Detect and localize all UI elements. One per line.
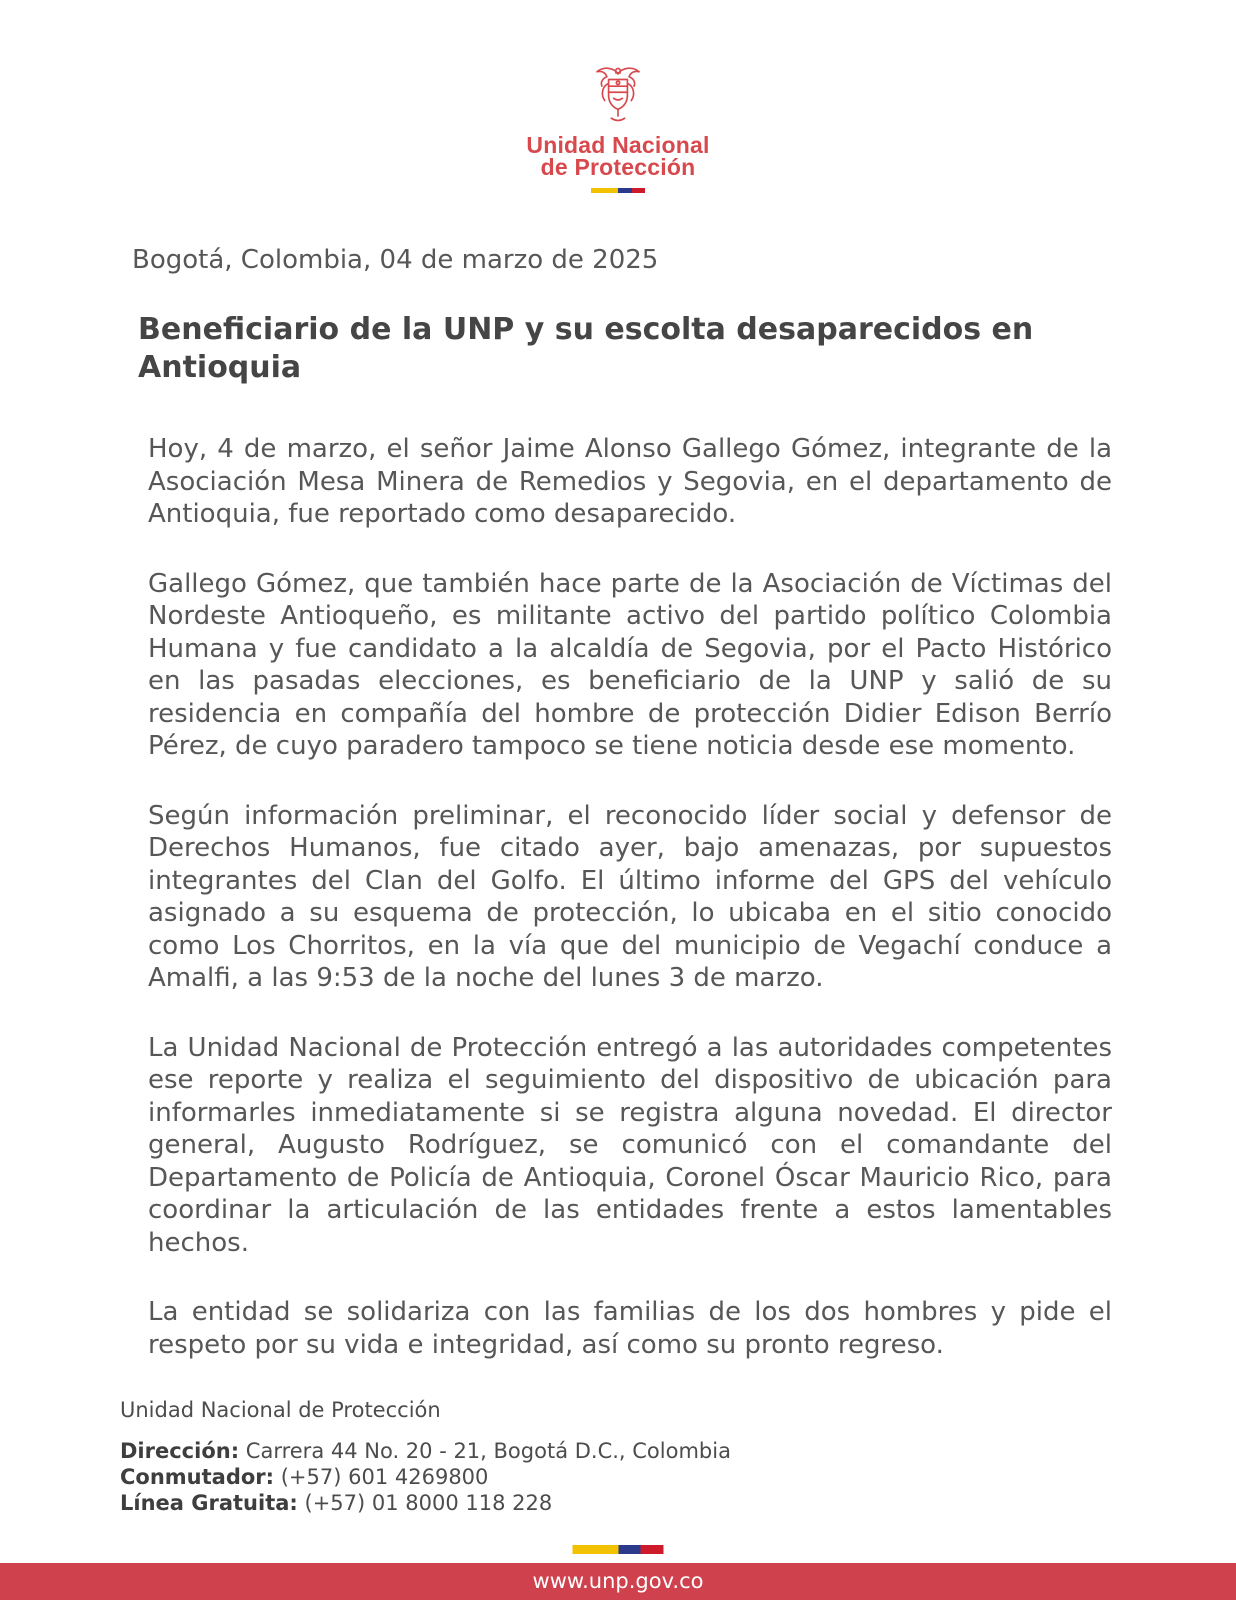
phone-value: (+57) 601 4269800: [280, 1465, 489, 1489]
address-value: Carrera 44 No. 20 - 21, Bogotá D.C., Colombia: [245, 1439, 731, 1463]
body-paragraph: La entidad se solidariza con las familias de los dos hombres y pide el respeto por su vida e integridad, así como su pronto regreso.: [148, 1297, 1112, 1360]
contact-phone-line: [120, 1464, 1236, 1490]
contact-tollfree-line: [120, 1490, 1236, 1516]
flag-red-segment: [632, 188, 646, 193]
body-paragraph: Según información preliminar, el reconocido líder social y defensor de Derechos Humanos, fue citado ayer, bajo amenazas, por supuestos integrantes del Clan del Golfo. El último informe del GPS del vehículo asignado a su esquema de protección, lo ubicaba en el sitio conocido como Los Chorritos, en la vía que del municipio de Vegachí conduce a Amalfi, a las 9:53 de la noche del lunes 3 de marzo.: [148, 800, 1112, 993]
headline: Beneficiario de la UNP y su escolta desaparecidos en Antioquia: [138, 312, 1034, 385]
logo-name-line1: Unidad Nacional: [526, 132, 710, 158]
address-label: Dirección:: [120, 1439, 240, 1463]
flag-yellow-segment: [573, 1545, 619, 1554]
unp-crest-icon: [590, 64, 646, 126]
flag-blue-segment: [618, 1545, 641, 1554]
body-paragraph: Gallego Gómez, que también hace parte de la Asociación de Víctimas del Nordeste Antioqueño, es militante activo del partido político Colombia Humana y fue candidato a la alcaldía de Segovia, por el Pacto Histórico en las pasadas elecciones, es beneficiario de la UNP y salió de su residencia en compañía del hombre de protección Didier Edison Berrío Pérez, de cuyo paradero tampoco se tiene noticia desde ese momento.: [148, 568, 1112, 761]
dateline: Bogotá, Colombia, 04 de marzo de 2025: [132, 245, 659, 275]
footer-org-name: Unidad Nacional de Protección: [120, 1398, 441, 1422]
tollfree-label: Línea Gratuita:: [120, 1491, 298, 1515]
body-paragraph: Hoy, 4 de marzo, el señor Jaime Alonso Gallego Gómez, integrante de la Asociación Mesa Minera de Remedios y Segovia, en el departamento de Antioquia, fue reportado como desaparecido.: [148, 434, 1112, 529]
flag-blue-segment: [618, 188, 632, 193]
logo-wordmark: [0, 134, 1236, 178]
website-link[interactable]: www.unp.gov.co: [532, 1569, 704, 1593]
logo-name-line2: de Protección: [540, 154, 696, 180]
contact-address-line: [120, 1438, 1236, 1464]
body-paragraph: La Unidad Nacional de Protección entregó a las autoridades competentes ese reporte y realiza el seguimiento del dispositivo de ubicación para informarles inmediatamente si se registra alguna novedad. El director general, Augusto Rodríguez, se comunicó con el comandante del Departamento de Policía de Antioquia, Coronel Óscar Mauricio Rico, para coordinar la articulación de las entidades frente a estos lamentables hechos.: [148, 1032, 1112, 1258]
article-body: [148, 433, 1112, 1361]
footer-website-bar: [0, 1563, 1236, 1600]
tollfree-value: (+57) 01 8000 118 228: [304, 1491, 553, 1515]
phone-label: Conmutador:: [120, 1465, 275, 1489]
flag-yellow-segment: [591, 188, 618, 193]
colombia-flag-bar-small: [591, 188, 645, 193]
flag-red-segment: [641, 1545, 664, 1554]
header: [0, 0, 1236, 193]
colombia-flag-bar-footer: [573, 1545, 664, 1554]
contact-block: [120, 1438, 1236, 1516]
